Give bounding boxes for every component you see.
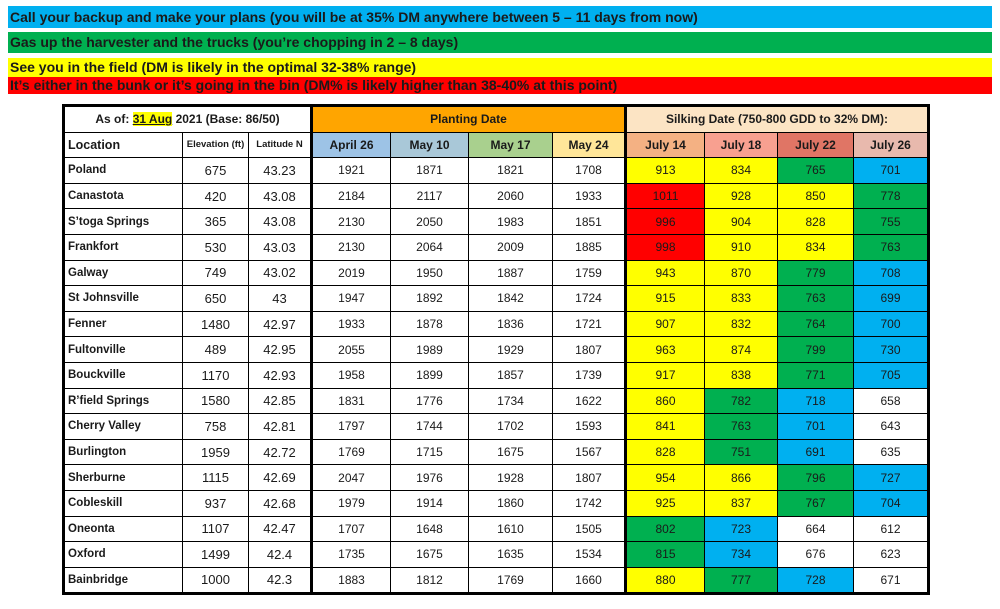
planting-gdd-cell: 1742: [553, 490, 626, 516]
elevation-cell: 937: [183, 490, 249, 516]
silking-gdd-cell: 704: [854, 490, 929, 516]
silking-gdd-cell: 643: [854, 414, 929, 440]
planting-gdd-cell: 1831: [312, 388, 391, 414]
silking-gdd-cell: 943: [626, 260, 705, 286]
planting-gdd-cell: 1715: [391, 439, 469, 465]
elevation-cell: 1580: [183, 388, 249, 414]
planting-gdd-cell: 2060: [469, 183, 553, 209]
silking-gdd-cell: 676: [778, 542, 854, 568]
planting-gdd-cell: 1734: [469, 388, 553, 414]
planting-gdd-cell: 1947: [312, 286, 391, 312]
silking-gdd-cell: 925: [626, 490, 705, 516]
planting-gdd-cell: 1921: [312, 158, 391, 184]
silking-gdd-cell: 701: [778, 414, 854, 440]
silking-gdd-cell: 691: [778, 439, 854, 465]
planting-gdd-cell: 1635: [469, 542, 553, 568]
location-cell: S’toga Springs: [64, 209, 183, 235]
silking-gdd-cell: 907: [626, 311, 705, 337]
planting-gdd-cell: 1851: [553, 209, 626, 235]
silking-gdd-cell: 832: [705, 311, 778, 337]
silking-gdd-cell: 928: [705, 183, 778, 209]
legend-blue: Call your backup and make your plans (you will be at 35% DM anywhere between 5 – 11 days from now): [8, 6, 992, 28]
elevation-header: Elevation (ft): [183, 132, 249, 158]
planting-gdd-cell: 1807: [553, 465, 626, 491]
silking-gdd-cell: 635: [854, 439, 929, 465]
planting-gdd-cell: 1708: [553, 158, 626, 184]
elevation-cell: 1115: [183, 465, 249, 491]
table-row: [64, 490, 929, 516]
planting-gdd-cell: 1648: [391, 516, 469, 542]
silking-gdd-cell: 623: [854, 542, 929, 568]
silking-gdd-cell: 771: [778, 362, 854, 388]
silking-gdd-cell: 910: [705, 234, 778, 260]
elevation-cell: 489: [183, 337, 249, 363]
silking-gdd-cell: 866: [705, 465, 778, 491]
silking-gdd-cell: 799: [778, 337, 854, 363]
header-row-2: [64, 132, 929, 158]
planting-gdd-cell: 1759: [553, 260, 626, 286]
planting-gdd-cell: 1979: [312, 490, 391, 516]
planting-header-april-26: April 26: [312, 132, 391, 158]
planting-gdd-cell: 2050: [391, 209, 469, 235]
elevation-cell: 1000: [183, 567, 249, 594]
silking-header-july-22: July 22: [778, 132, 854, 158]
latitude-cell: 43.03: [249, 234, 312, 260]
elevation-cell: 1959: [183, 439, 249, 465]
latitude-cell: 42.85: [249, 388, 312, 414]
silking-gdd-cell: 727: [854, 465, 929, 491]
silking-gdd-cell: 1011: [626, 183, 705, 209]
latitude-cell: 42.3: [249, 567, 312, 594]
planting-gdd-cell: 2009: [469, 234, 553, 260]
planting-gdd-cell: 1933: [553, 183, 626, 209]
latitude-cell: 43.08: [249, 183, 312, 209]
planting-gdd-cell: 2117: [391, 183, 469, 209]
table-row: [64, 183, 929, 209]
planting-gdd-cell: 1842: [469, 286, 553, 312]
planting-gdd-cell: 1929: [469, 337, 553, 363]
silking-gdd-cell: 815: [626, 542, 705, 568]
silking-gdd-cell: 612: [854, 516, 929, 542]
planting-gdd-cell: 2047: [312, 465, 391, 491]
elevation-cell: 420: [183, 183, 249, 209]
location-cell: Cherry Valley: [64, 414, 183, 440]
elevation-cell: 1480: [183, 311, 249, 337]
planting-gdd-cell: 2055: [312, 337, 391, 363]
table-row: [64, 388, 929, 414]
legend-yellow: See you in the field (DM is likely in the optimal 32-38% range): [8, 58, 992, 77]
planting-gdd-cell: 1871: [391, 158, 469, 184]
table-row: [64, 362, 929, 388]
table-row: [64, 158, 929, 184]
table-row: [64, 311, 929, 337]
silking-gdd-cell: 850: [778, 183, 854, 209]
location-cell: Bouckville: [64, 362, 183, 388]
table-row: [64, 260, 929, 286]
silking-gdd-cell: 701: [854, 158, 929, 184]
planting-gdd-cell: 1914: [391, 490, 469, 516]
planting-gdd-cell: 1878: [391, 311, 469, 337]
silking-gdd-cell: 777: [705, 567, 778, 594]
latitude-cell: 42.97: [249, 311, 312, 337]
table-row: [64, 542, 929, 568]
silking-gdd-cell: 778: [854, 183, 929, 209]
silking-gdd-cell: 913: [626, 158, 705, 184]
planting-gdd-cell: 1989: [391, 337, 469, 363]
planting-gdd-cell: 1883: [312, 567, 391, 594]
silking-gdd-cell: 828: [778, 209, 854, 235]
planting-gdd-cell: 1707: [312, 516, 391, 542]
planting-gdd-cell: 1976: [391, 465, 469, 491]
planting-header-may-10: May 10: [391, 132, 469, 158]
silking-gdd-cell: 996: [626, 209, 705, 235]
location-cell: Frankfort: [64, 234, 183, 260]
silking-gdd-cell: 751: [705, 439, 778, 465]
silking-gdd-cell: 718: [778, 388, 854, 414]
elevation-cell: 365: [183, 209, 249, 235]
silking-gdd-cell: 915: [626, 286, 705, 312]
silking-gdd-cell: 723: [705, 516, 778, 542]
table-row: [64, 337, 929, 363]
planting-gdd-cell: 1660: [553, 567, 626, 594]
location-cell: St Johnsville: [64, 286, 183, 312]
latitude-cell: 42.4: [249, 542, 312, 568]
silking-gdd-cell: 763: [705, 414, 778, 440]
silking-header-july-14: July 14: [626, 132, 705, 158]
planting-gdd-cell: 2130: [312, 234, 391, 260]
silking-gdd-cell: 874: [705, 337, 778, 363]
planting-header-may-17: May 17: [469, 132, 553, 158]
latitude-cell: 43.08: [249, 209, 312, 235]
planting-gdd-cell: 1812: [391, 567, 469, 594]
table-row: [64, 234, 929, 260]
legend-green: Gas up the harvester and the trucks (you’re chopping in 2 – 8 days): [8, 32, 992, 53]
table-row: [64, 516, 929, 542]
silking-header-july-18: July 18: [705, 132, 778, 158]
latitude-cell: 42.47: [249, 516, 312, 542]
planting-gdd-cell: 1836: [469, 311, 553, 337]
silking-gdd-cell: 779: [778, 260, 854, 286]
silking-gdd-cell: 833: [705, 286, 778, 312]
elevation-cell: 530: [183, 234, 249, 260]
silking-gdd-cell: 834: [778, 234, 854, 260]
legend-red: It’s either in the bunk or it’s going in the bin (DM% is likely higher than 38-40% at this point): [8, 77, 992, 94]
planting-gdd-cell: 1958: [312, 362, 391, 388]
location-cell: Sherburne: [64, 465, 183, 491]
silking-gdd-cell: 834: [705, 158, 778, 184]
planting-gdd-cell: 1675: [469, 439, 553, 465]
silking-gdd-cell: 838: [705, 362, 778, 388]
planting-gdd-cell: 1821: [469, 158, 553, 184]
planting-gdd-cell: 1887: [469, 260, 553, 286]
planting-gdd-cell: 1622: [553, 388, 626, 414]
planting-gdd-cell: 2130: [312, 209, 391, 235]
table-row: [64, 209, 929, 235]
silking-gdd-cell: 963: [626, 337, 705, 363]
table-row: [64, 286, 929, 312]
planting-gdd-cell: 1739: [553, 362, 626, 388]
planting-gdd-cell: 1744: [391, 414, 469, 440]
silking-gdd-cell: 763: [854, 234, 929, 260]
silking-gdd-cell: 860: [626, 388, 705, 414]
as-of-prefix: As of:: [95, 112, 133, 127]
planting-gdd-cell: 2064: [391, 234, 469, 260]
planting-gdd-cell: 1892: [391, 286, 469, 312]
silking-gdd-cell: 671: [854, 567, 929, 594]
planting-gdd-cell: 1567: [553, 439, 626, 465]
location-header: Location: [64, 132, 183, 158]
planting-gdd-cell: 1797: [312, 414, 391, 440]
silking-gdd-cell: 708: [854, 260, 929, 286]
location-cell: Oneonta: [64, 516, 183, 542]
planting-gdd-cell: 1857: [469, 362, 553, 388]
planting-date-header: Planting Date: [312, 106, 626, 133]
silking-gdd-cell: 699: [854, 286, 929, 312]
latitude-cell: 43.23: [249, 158, 312, 184]
silking-gdd-cell: 730: [854, 337, 929, 363]
latitude-cell: 42.93: [249, 362, 312, 388]
location-cell: Canastota: [64, 183, 183, 209]
silking-gdd-cell: 880: [626, 567, 705, 594]
location-cell: Fultonville: [64, 337, 183, 363]
silking-gdd-cell: 734: [705, 542, 778, 568]
planting-gdd-cell: 2184: [312, 183, 391, 209]
location-cell: Fenner: [64, 311, 183, 337]
silking-gdd-cell: 763: [778, 286, 854, 312]
planting-gdd-cell: 1899: [391, 362, 469, 388]
silking-gdd-cell: 796: [778, 465, 854, 491]
silking-gdd-cell: 917: [626, 362, 705, 388]
location-cell: Oxford: [64, 542, 183, 568]
location-cell: Burlington: [64, 439, 183, 465]
latitude-cell: 43: [249, 286, 312, 312]
planting-gdd-cell: 1769: [469, 567, 553, 594]
latitude-cell: 42.72: [249, 439, 312, 465]
silking-gdd-cell: 705: [854, 362, 929, 388]
planting-gdd-cell: 1807: [553, 337, 626, 363]
planting-header-may-24: May 24: [553, 132, 626, 158]
silking-gdd-cell: 904: [705, 209, 778, 235]
latitude-header: Latitude N: [249, 132, 312, 158]
silking-gdd-cell: 837: [705, 490, 778, 516]
latitude-cell: 42.69: [249, 465, 312, 491]
elevation-cell: 1499: [183, 542, 249, 568]
planting-gdd-cell: 1505: [553, 516, 626, 542]
elevation-cell: 1170: [183, 362, 249, 388]
silking-gdd-cell: 841: [626, 414, 705, 440]
table-row: [64, 567, 929, 594]
latitude-cell: 42.68: [249, 490, 312, 516]
location-cell: Poland: [64, 158, 183, 184]
planting-gdd-cell: 1675: [391, 542, 469, 568]
planting-gdd-cell: 1593: [553, 414, 626, 440]
location-cell: Cobleskill: [64, 490, 183, 516]
as-of-cell: [64, 106, 312, 133]
planting-gdd-cell: 1983: [469, 209, 553, 235]
silking-gdd-cell: 728: [778, 567, 854, 594]
table-row: [64, 465, 929, 491]
silking-gdd-cell: 700: [854, 311, 929, 337]
elevation-cell: 650: [183, 286, 249, 312]
silking-gdd-cell: 658: [854, 388, 929, 414]
planting-gdd-cell: 1735: [312, 542, 391, 568]
elevation-cell: 749: [183, 260, 249, 286]
latitude-cell: 42.95: [249, 337, 312, 363]
as-of-date: 31 Aug: [132, 112, 173, 127]
elevation-cell: 758: [183, 414, 249, 440]
planting-gdd-cell: 1702: [469, 414, 553, 440]
as-of-suffix: 2021 (Base: 86/50): [172, 112, 280, 127]
silking-gdd-cell: 755: [854, 209, 929, 235]
planting-gdd-cell: 1776: [391, 388, 469, 414]
silking-gdd-cell: 870: [705, 260, 778, 286]
silking-gdd-cell: 998: [626, 234, 705, 260]
latitude-cell: 43.02: [249, 260, 312, 286]
silking-gdd-cell: 954: [626, 465, 705, 491]
planting-gdd-cell: 1724: [553, 286, 626, 312]
planting-gdd-cell: 2019: [312, 260, 391, 286]
latitude-cell: 42.81: [249, 414, 312, 440]
planting-gdd-cell: 1610: [469, 516, 553, 542]
silking-gdd-cell: 664: [778, 516, 854, 542]
planting-gdd-cell: 1534: [553, 542, 626, 568]
table-row: [64, 414, 929, 440]
location-cell: Bainbridge: [64, 567, 183, 594]
planting-gdd-cell: 1769: [312, 439, 391, 465]
planting-gdd-cell: 1928: [469, 465, 553, 491]
header-row-1: [64, 106, 929, 133]
planting-gdd-cell: 1950: [391, 260, 469, 286]
location-cell: Galway: [64, 260, 183, 286]
elevation-cell: 675: [183, 158, 249, 184]
planting-gdd-cell: 1721: [553, 311, 626, 337]
planting-gdd-cell: 1933: [312, 311, 391, 337]
elevation-cell: 1107: [183, 516, 249, 542]
silking-gdd-cell: 767: [778, 490, 854, 516]
silking-date-header: Silking Date (750-800 GDD to 32% DM):: [626, 106, 929, 133]
silking-gdd-cell: 828: [626, 439, 705, 465]
table-row: [64, 439, 929, 465]
location-cell: R’field Springs: [64, 388, 183, 414]
silking-gdd-cell: 782: [705, 388, 778, 414]
gdd-table: [62, 104, 930, 595]
silking-header-july-26: July 26: [854, 132, 929, 158]
planting-gdd-cell: 1860: [469, 490, 553, 516]
planting-gdd-cell: 1885: [553, 234, 626, 260]
silking-gdd-cell: 802: [626, 516, 705, 542]
silking-gdd-cell: 764: [778, 311, 854, 337]
silking-gdd-cell: 765: [778, 158, 854, 184]
